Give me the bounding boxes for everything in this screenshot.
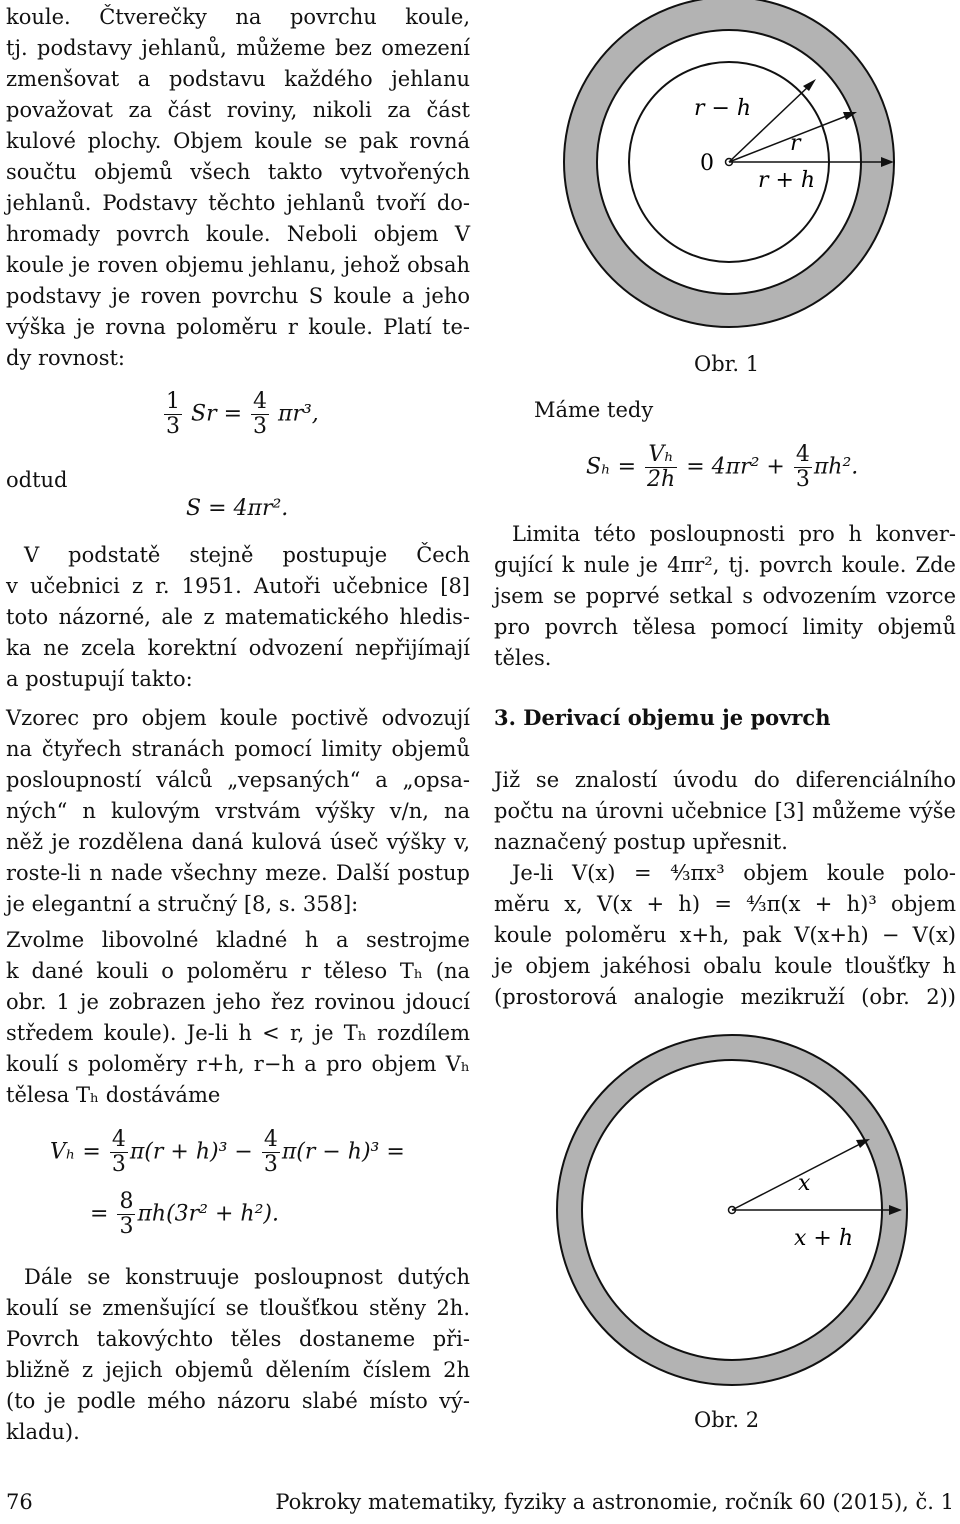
page-number: 76 [6,1490,33,1514]
text-line: koule poloměru x+h, pak V(x+h) − V(x) [494,923,956,947]
figure-1-annulus [544,0,904,350]
text-odtud: odtud [6,468,68,492]
text-line: středem koule). Je-li h < r, je Tₕ rozdílem [6,1021,470,1045]
text-line: je elegantní a stručný [8, s. 358]: [6,892,359,916]
text-line: naznačený postup upřesnit. [494,830,788,854]
text-line: Vzorec pro objem koule poctivě odvozují [6,706,470,730]
label-zero: 0 [700,151,714,176]
text-line: počtu na úrovni učebnice [3] můžeme výše [494,799,956,823]
text-line: bližně z jejich objemů dělením číslem 2h [6,1358,470,1382]
text-line: něž je rozdělena daná kulová úseč výšky v, [6,830,470,854]
journal-footer: Pokroky matematiky, fyziky a astronomie, ročník 60 (2015), č. 1 [275,1490,954,1514]
text-line: je objem jakéhosi obalu koule tloušťky h [494,954,956,978]
figure-1-caption: Obr. 1 [694,352,760,376]
figure-2-caption: Obr. 2 [694,1408,760,1432]
text-line: koulí s poloměry r+h, r−h a pro objem Vₕ [6,1052,470,1076]
figure-2-annulus [554,1025,914,1395]
text-line: Dále se konstruuje posloupnost dutých [24,1265,470,1289]
text-line: (to je podle mého názoru slabé místo vý- [6,1389,470,1413]
text-line: V podstatě stejně postupuje Čech [24,543,470,567]
text-line: hromady povrch koule. Neboli objem V [6,222,470,246]
label-x-plus-h: x + h [794,1226,853,1251]
text-line: roste-li n nade všechny meze. Další postup [6,861,470,885]
text-line: toto názorné, ale z matematického hledis- [6,605,470,629]
equation-sphere-volume: $\frac{1}{3}$ Sr = $\frac{4}{3}$ πr³, [166,389,319,439]
text-line: v učebnici z r. 1951. Autoři učebnice [8] [6,574,470,598]
text-line: ka ne zcela korektní odvození nepřijímají [6,636,470,660]
text-line: součtu objemů všech takto vytvořených [6,160,470,184]
equation-shell-volume-result: = $\frac{8}{3}$ πh(3r² + h²). [90,1189,279,1239]
text-line: Již se znalostí úvodu do diferenciálního [494,768,956,792]
equation-sphere-surface: S = 4πr². [186,496,289,521]
text-line: obr. 1 je zobrazen jeho řez rovinou jdoucí [6,990,470,1014]
text-line: zmenšovat a podstavu každého jehlanu [6,67,470,91]
text-line: na čtyřech stranách pomocí limity objemů [6,737,470,761]
text-line: koulí se zmenšující se tloušťkou stěny 2h. [6,1296,470,1320]
text-line: koule je roven objemu jehlanu, jehož obsah [6,253,470,277]
text-line: těles. [494,646,552,670]
equation-surface-approx: Sₕ = $\frac{\text{Vₕ}}{2h}$ = 4πr² + $\frac{4}{3}$ πh². [586,442,859,492]
text-line: posloupností válců „vepsaných“ a „opsa- [6,768,470,792]
label-r-plus-h: r + h [758,168,816,193]
text-line: Je-li V(x) = ⁴⁄₃πx³ objem koule polo- [512,861,956,885]
text-line: koule. Čtverečky na povrchu koule, [6,5,470,29]
label-r: r [790,131,801,156]
text-line: tj. podstavy jehlanů, můžeme bez omezení [6,36,470,60]
text-line: podstavy je roven povrchu S koule a jeho [6,284,470,308]
text-line: tělesa Tₕ dostáváme [6,1083,221,1107]
label-r-minus-h: r − h [694,96,752,121]
text-line: ných“ n kulovým vrstvám výšky v/n, na [6,799,470,823]
label-x: x [798,1171,811,1196]
text-line: (prostorová analogie mezikruží (obr. 2)) [494,985,956,1009]
text-line: dy rovnost: [6,346,125,370]
text-line: Limita této posloupnosti pro h konver- [512,522,956,546]
text-line: jehlanů. Podstavy těchto jehlanů tvoří do- [6,191,470,215]
equation-shell-volume: Vₕ = $\frac{4}{3}$ π(r + h)³ − $\frac{4}{3}$ π(r − h)³ = [50,1127,405,1177]
text-line: považovat za část roviny, nikoli za část [6,98,470,122]
text-line: výška je rovna poloměru r koule. Platí te- [6,315,470,339]
text-line: kulové plochy. Objem koule se pak rovná [6,129,470,153]
text-line: Povrch takovýchto těles dostaneme při- [6,1327,470,1351]
text-line: pro povrch tělesa pomocí limity objemů [494,615,956,639]
section-heading: 3. Derivací objemu je povrch [494,705,831,730]
text-line: měru x, V(x + h) = ⁴⁄₃π(x + h)³ objem [494,892,956,916]
text-line: kladu). [6,1420,80,1444]
text-line: k dané kouli o poloměru r těleso Tₕ (na [6,959,470,983]
text-line: a postupují takto: [6,667,193,691]
text-line: jsem se poprvé setkal s odvozením vzorce [494,584,956,608]
text-line: gující k nule je 4πr², tj. povrch koule. Zde [494,553,956,577]
text-mame-tedy: Máme tedy [534,398,654,422]
text-line: Zvolme libovolné kladné h a sestrojme [6,928,470,952]
